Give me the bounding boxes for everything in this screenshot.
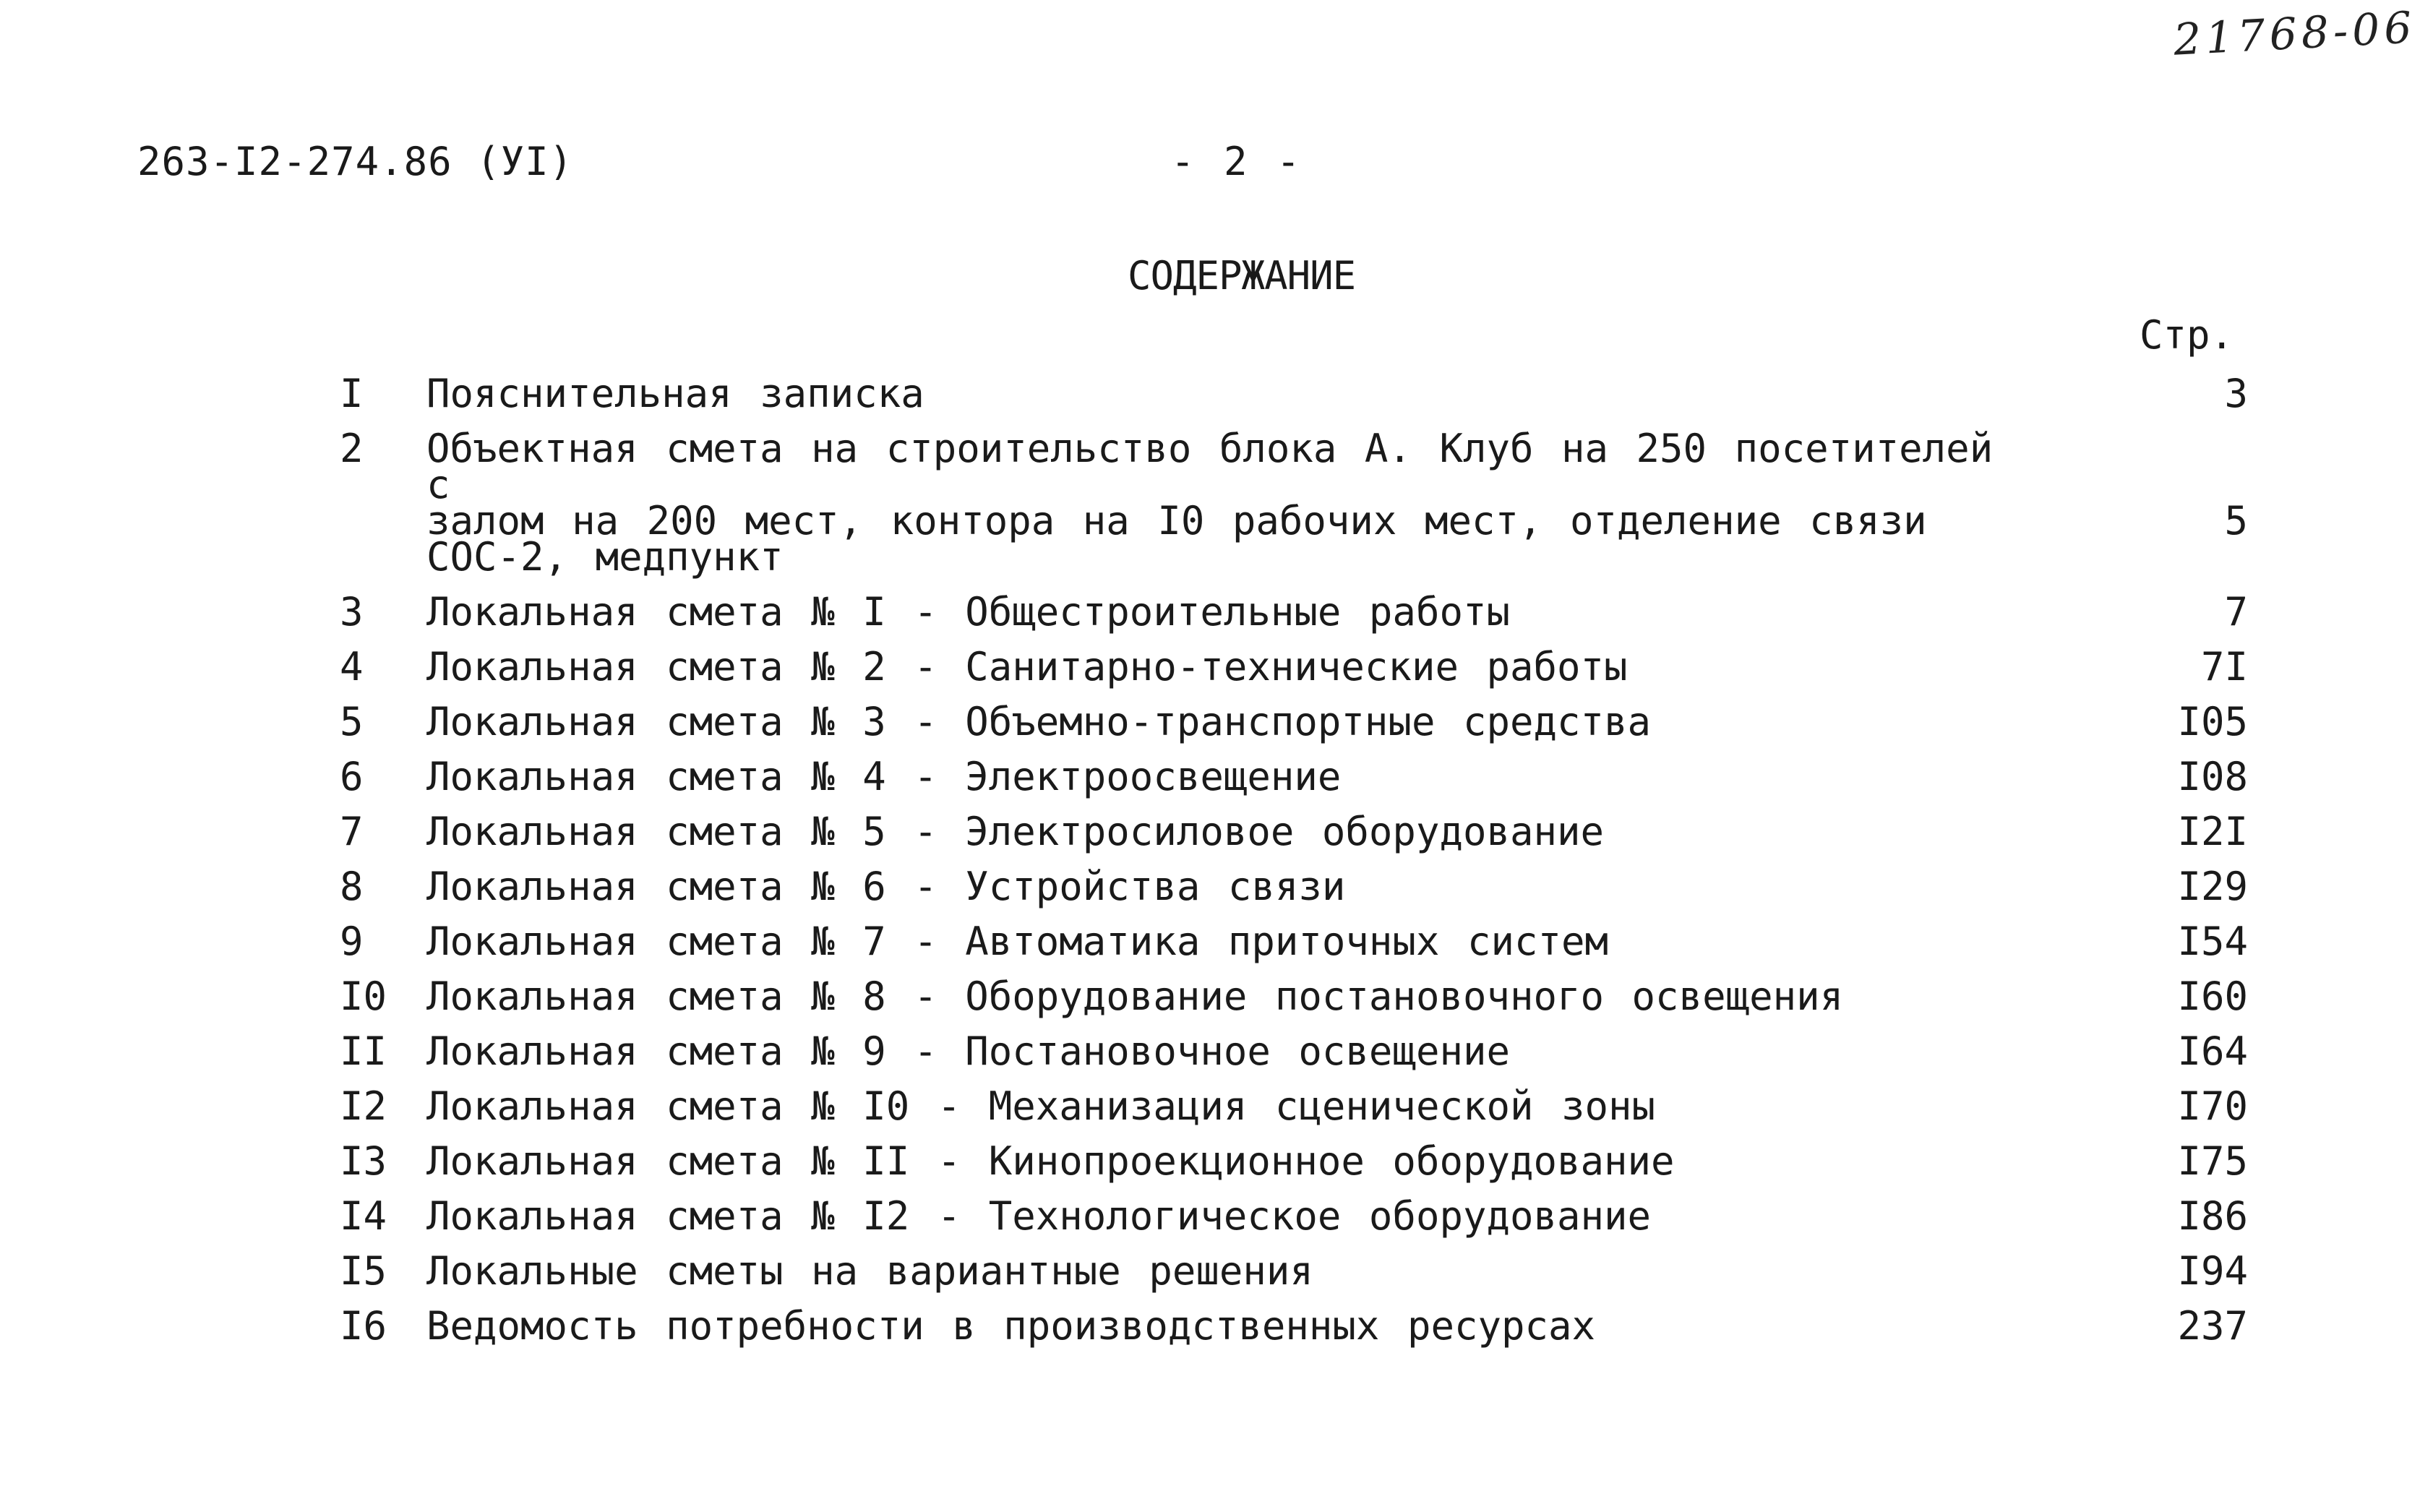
- toc-row: [340, 1028, 2248, 1074]
- toc-row: [340, 371, 2248, 416]
- toc-item-text: Локальная смета № 4 - Электроосвещение: [426, 754, 1342, 799]
- toc-item-page: 3: [2224, 371, 2248, 416]
- toc-item-number: I6: [340, 1303, 387, 1349]
- toc-item-text: Локальная смета № I0 - Механизация сценической зоны: [426, 1083, 1656, 1129]
- toc-item-number: 7: [340, 809, 364, 854]
- toc-item-page: 7I: [2200, 644, 2248, 690]
- toc-item-number: 5: [340, 699, 364, 744]
- toc-row: [340, 919, 2248, 964]
- toc-row: [340, 754, 2248, 799]
- toc-item-number: I3: [340, 1138, 387, 1184]
- toc-row: [340, 589, 2248, 635]
- toc-item-text: Локальная смета № 5 - Электросиловое оборудование: [426, 809, 1605, 854]
- toc-item-page: I29: [2177, 864, 2248, 909]
- toc-item-number: 3: [340, 589, 364, 635]
- toc-item-number: 2: [340, 426, 364, 471]
- toc-item-text: Локальные сметы на вариантные решения: [426, 1248, 1313, 1294]
- toc-row: [340, 1248, 2248, 1294]
- toc-row: [340, 426, 2248, 580]
- toc-item-text: Локальная смета № I - Общестроительные работы: [426, 589, 1510, 635]
- toc-item-page: I08: [2177, 754, 2248, 799]
- toc-item-text: Локальная смета № 3 - Объемно-транспортные средства: [426, 699, 1652, 744]
- toc-item-text: Локальная смета № 6 - Устройства связи: [426, 864, 1346, 909]
- toc-item-number: II: [340, 1028, 387, 1074]
- toc-title: СОДЕРЖАНИЕ: [1128, 253, 1356, 298]
- toc-item-number: I5: [340, 1248, 387, 1294]
- toc-item-number: I0: [340, 974, 387, 1019]
- toc-item-number: I4: [340, 1193, 387, 1239]
- toc-item-text: Локальная смета № 8 - Оборудование постановочного освещения: [426, 974, 1844, 1019]
- toc-item-page: I94: [2177, 1248, 2248, 1294]
- toc-row: [340, 809, 2248, 854]
- toc-item-page: I64: [2177, 1028, 2248, 1074]
- toc-item-page: 7: [2224, 589, 2248, 635]
- handwritten-stamp: 21768-06: [2171, 2, 2417, 66]
- toc-item-page: I75: [2177, 1138, 2248, 1184]
- toc-row: [340, 699, 2248, 744]
- toc-item-text: Локальная смета № 2 - Санитарно-технические работы: [426, 644, 1628, 690]
- toc-item-page: 5: [2224, 498, 2248, 544]
- toc-item-text: Локальная смета № II - Кинопроекционное оборудование: [426, 1138, 1675, 1184]
- page-number: - 2 -: [1171, 139, 1303, 184]
- toc-item-number: 4: [340, 644, 364, 690]
- toc-item-page: I54: [2177, 919, 2248, 964]
- toc-item-number: 9: [340, 919, 364, 964]
- toc-item-page: 237: [2177, 1303, 2248, 1349]
- toc-row: [340, 1138, 2248, 1184]
- toc-item-text: Локальная смета № I2 - Технологическое оборудование: [426, 1193, 1652, 1239]
- pages-column-label: Стр.: [2139, 312, 2234, 358]
- table-of-contents: [340, 371, 2248, 1363]
- toc-item-text: Объектная смета на строительство блока А. Клуб на 250 посетителей с залом на 200 мест, контора на I0 рабочих мест, отделение связи СОС-2, медпункт: [426, 426, 1994, 580]
- toc-item-number: I2: [340, 1083, 387, 1129]
- toc-item-text: Ведомость потребности в производственных ресурсах: [426, 1303, 1596, 1349]
- document-code: 263-I2-274.86 (УI): [137, 139, 574, 184]
- toc-item-number: 6: [340, 754, 364, 799]
- toc-row: [340, 1083, 2248, 1129]
- toc-row: [340, 644, 2248, 690]
- toc-item-page: I60: [2177, 974, 2248, 1019]
- toc-item-page: I70: [2177, 1083, 2248, 1129]
- toc-item-number: I: [340, 371, 364, 416]
- toc-item-page: I86: [2177, 1193, 2248, 1239]
- toc-row: [340, 1303, 2248, 1349]
- toc-item-text: Локальная смета № 7 - Автоматика приточных систем: [426, 919, 1609, 964]
- toc-row: [340, 1193, 2248, 1239]
- toc-item-page: I2I: [2177, 809, 2248, 854]
- toc-item-text: Пояснительная записка: [426, 371, 924, 416]
- toc-item-text: Локальная смета № 9 - Постановочное освещение: [426, 1028, 1510, 1074]
- toc-item-page: I05: [2177, 699, 2248, 744]
- toc-row: [340, 864, 2248, 909]
- toc-row: [340, 974, 2248, 1019]
- toc-item-number: 8: [340, 864, 364, 909]
